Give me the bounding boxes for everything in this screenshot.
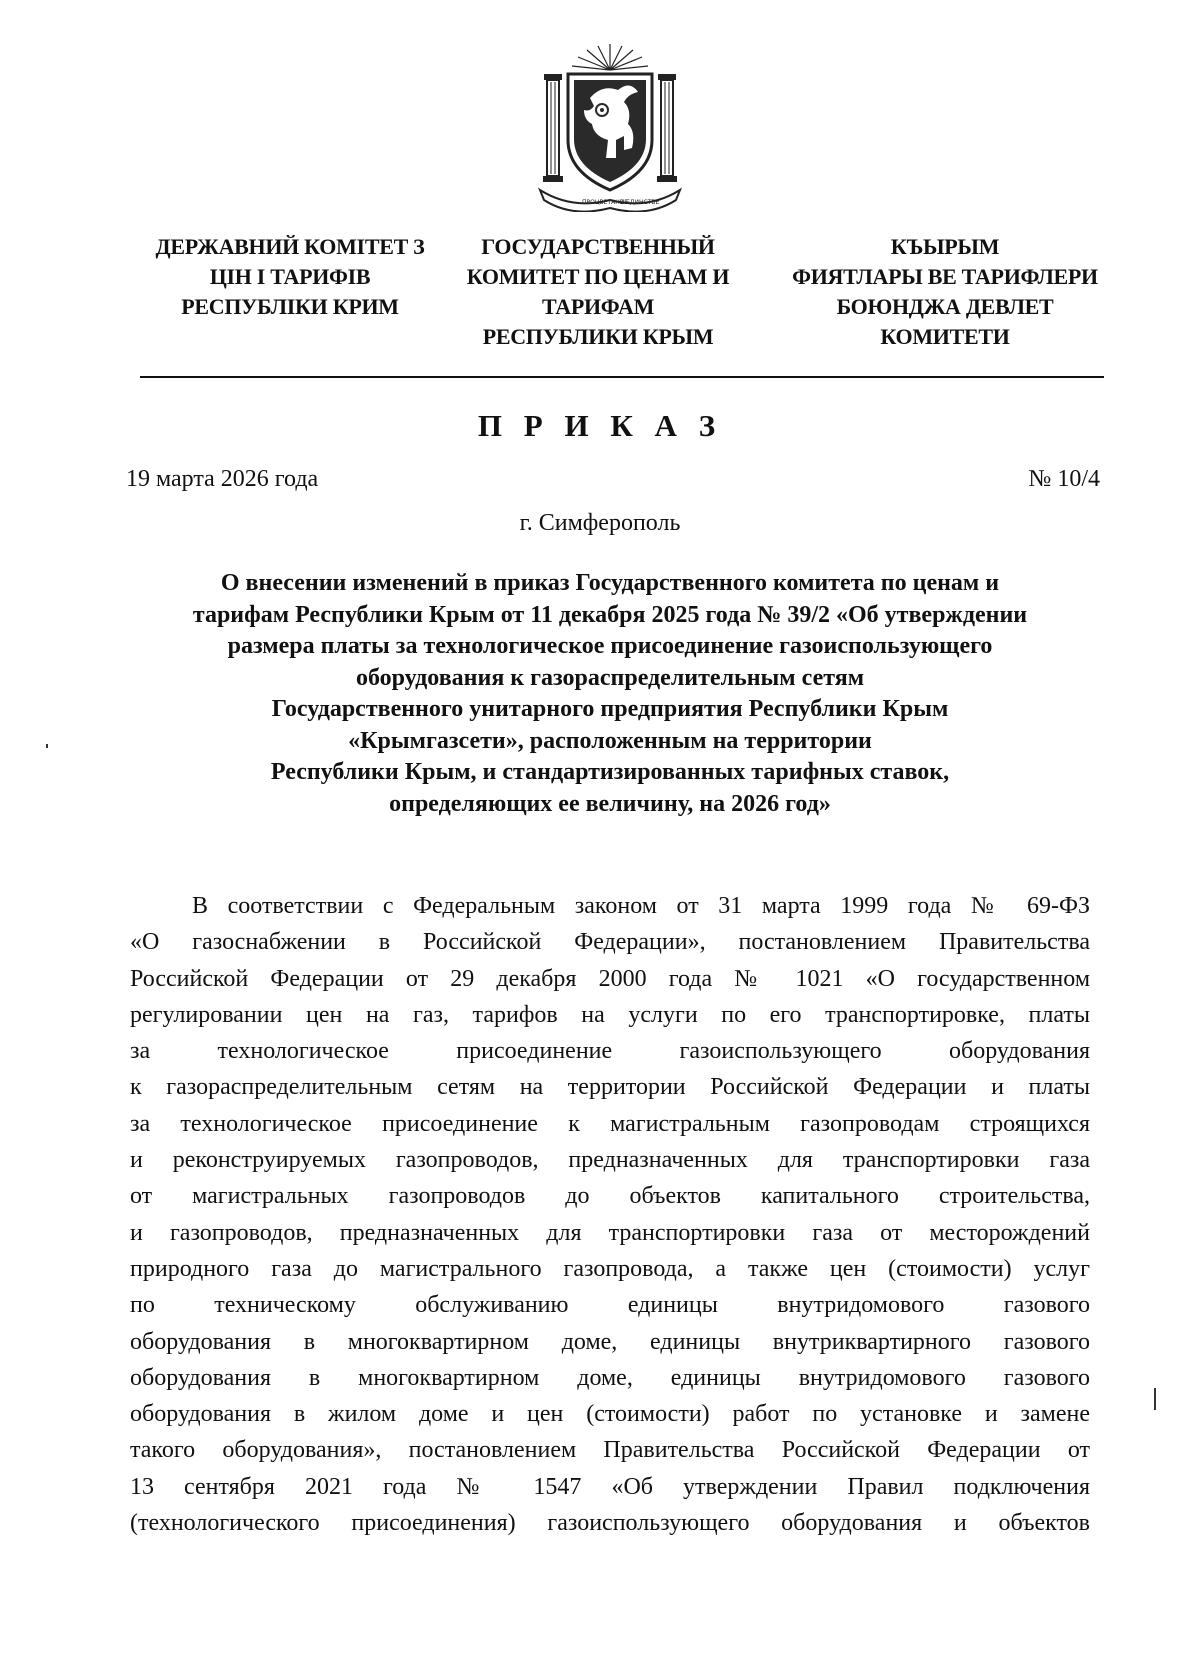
header-divider: [140, 376, 1104, 378]
body-line: за технологическое присоединение газоиспользующего оборудования: [130, 1038, 1090, 1065]
body-line: «О газоснабжении в Российской Федерации», постановлением Правительства: [130, 929, 1090, 956]
document-title: П Р И К А З: [477, 408, 723, 443]
svg-text:ПРОЦВЕТАНИЕ: ПРОЦВЕТАНИЕ: [582, 199, 628, 206]
document-date: 19 марта 2026 года: [126, 466, 319, 492]
body-line: от магистральных газопроводов до объектов капитального строительства,: [130, 1183, 1090, 1210]
body-line: 13 сентября 2021 года № 1547 «Об утверждении Правил подключения: [130, 1473, 1090, 1500]
scan-mark: [1154, 1388, 1156, 1410]
subject-line: оборудования к газораспределительным сетям: [355, 664, 865, 691]
subject-line: О внесении изменений в приказ Государственного комитета по ценам и: [220, 570, 1000, 596]
committee-name-ukrainian: ДЕРЖАВНИЙ КОМІТЕТ З ЦІН І ТАРИФІВ РЕСПУБЛІКИ КРИМ: [155, 234, 425, 319]
document-body: [130, 888, 1090, 1541]
committee-header: [0, 232, 1200, 362]
body-line: (технологического присоединения) газоиспользующего оборудования и объектов: [130, 1510, 1090, 1537]
body-line: оборудования в многоквартирном доме, единицы внутриквартирного газового: [130, 1328, 1090, 1355]
subject-line: тарифам Республики Крым от 11 декабря 2025 года № 39/2 «Об утверждении: [192, 601, 1028, 628]
scan-mark: [46, 744, 48, 748]
committee-name-russian: ГОСУДАРСТВЕННЫЙ КОМИТЕТ ПО ЦЕНАМ И ТАРИФАМ РЕСПУБЛИКИ КРЫМ: [466, 234, 730, 349]
body-line: и реконструируемых газопроводов, предназначенных для транспортировки газа: [130, 1147, 1090, 1174]
subject-line: размера платы за технологическое присоединение газоиспользующего: [227, 633, 993, 659]
body-line: к газораспределительным сетям на территории Российской Федерации и платы: [130, 1074, 1090, 1101]
body-line: природного газа до магистрального газопровода, а также цен (стоимости) услуг: [130, 1255, 1090, 1282]
body-line: за технологическое присоединение к магистральным газопроводам строящихся: [130, 1110, 1090, 1137]
body-line: В соответствии с Федеральным законом от 31 марта 1999 года № 69-ФЗ: [192, 893, 1090, 919]
body-line: Российской Федерации от 29 декабря 2000 года № 1021 «О государственном: [130, 965, 1090, 992]
subject-line: определяющих ее величину, на 2026 год»: [389, 790, 831, 817]
document-subject: [130, 568, 1090, 820]
subject-line: Государственного унитарного предприятия Республики Крым: [271, 696, 949, 722]
subject-line: Республики Крым, и стандартизированных тарифных ставок,: [270, 759, 950, 785]
body-line: оборудования в жилом доме и цен (стоимости) работ по установке и замене: [130, 1401, 1090, 1428]
body-line: такого оборудования», постановлением Правительства Российской Федерации от: [130, 1437, 1090, 1464]
body-line: по техническому обслуживанию единицы внутридомового газового: [130, 1292, 1090, 1319]
committee-name-crimean-tatar: КЪЫРЫМ ФИЯТЛАРЫ ВЕ ТАРИФЛЕРИ БОЮНДЖА ДЕВЛЕТ КОМИТЕТИ: [792, 234, 1098, 349]
body-line: и газопроводов, предназначенных для транспортировки газа от месторождений: [130, 1219, 1090, 1246]
document-city: г. Симферополь: [519, 510, 681, 536]
crimea-coat-of-arms-icon: [532, 40, 688, 212]
body-line: оборудования в многоквартирном доме, единицы внутридомового газового: [130, 1364, 1090, 1391]
svg-text:В ЕДИНСТВЕ: В ЕДИНСТВЕ: [620, 199, 660, 206]
subject-line: «Крымгазсети», расположенным на территории: [348, 727, 872, 754]
document-number: № 10/4: [1028, 466, 1100, 492]
body-line: регулировании цен на газ, тарифов на услуги по его транспортировке, платы: [130, 1001, 1090, 1028]
